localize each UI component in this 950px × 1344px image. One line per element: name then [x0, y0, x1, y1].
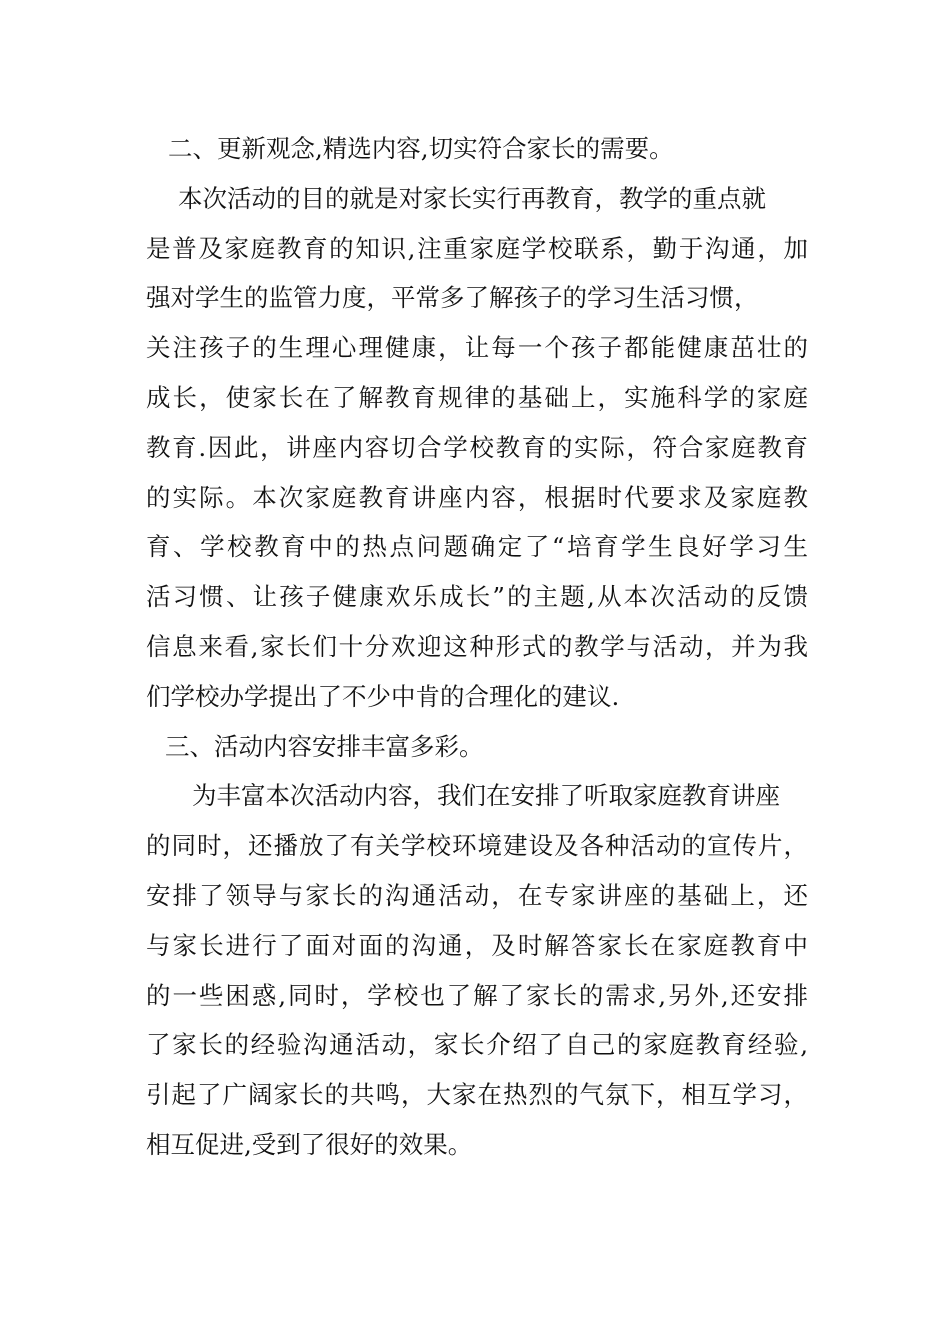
paragraph-line: 关注孩子的生理心理健康，让每一个孩子都能健康茁壮的: [146, 333, 808, 363]
document-body: [146, 124, 808, 1170]
paragraph-line: 的实际。本次家庭教育讲座内容，根据时代要求及家庭教: [146, 482, 808, 512]
paragraph-line: 与家长进行了面对面的沟通，及时解答家长在家庭教育中: [146, 930, 808, 960]
paragraph-line: 育、学校教育中的热点问题确定了“培育学生良好学习生: [146, 532, 808, 562]
paragraph-line: 了家长的经验沟通活动，家长介绍了自己的家庭教育经验,: [146, 1030, 808, 1060]
paragraph-line: 的同时，还播放了有关学校环境建设及各种活动的宣传片，: [146, 831, 808, 861]
paragraph-line: 相互促进,受到了很好的效果。: [146, 1129, 473, 1159]
paragraph-line: 本次活动的目的就是对家长实行再教育，教学的重点就: [178, 183, 766, 213]
section-3-heading: 三、活动内容安排丰富多彩。: [165, 731, 484, 761]
paragraph-line: 是普及家庭教育的知识,注重家庭学校联系，勤于沟通，加: [146, 233, 808, 263]
paragraph-line: 引起了广阔家长的共鸣，大家在热烈的气氛下，相互学习，: [146, 1080, 808, 1110]
paragraph-line: 们学校办学提出了不少中肯的合理化的建议.: [146, 681, 620, 711]
paragraph-line: 的一些困惑,同时，学校也了解了家长的需求,另外,还安排: [146, 980, 808, 1010]
paragraph-line: 安排了领导与家长的沟通活动，在专家讲座的基础上，还: [146, 880, 808, 910]
paragraph-line: 强对学生的监管力度，平常多了解孩子的学习生活习惯，: [146, 283, 759, 313]
paragraph-line: 信息来看,家长们十分欢迎这种形式的教学与活动，并为我: [146, 631, 808, 661]
paragraph-line: 成长，使家长在了解教育规律的基础上，实施科学的家庭: [146, 382, 808, 412]
section-2-heading: 二、更新观念,精选内容,切实符合家长的需要。: [168, 134, 674, 163]
paragraph-line: 活习惯、让孩子健康欢乐成长”的主题,从本次活动的反馈: [146, 582, 808, 612]
paragraph-line: 教育.因此，讲座内容切合学校教育的实际，符合家庭教育: [146, 432, 808, 462]
paragraph-line: 为丰富本次活动内容，我们在安排了听取家庭教育讲座: [192, 781, 780, 811]
